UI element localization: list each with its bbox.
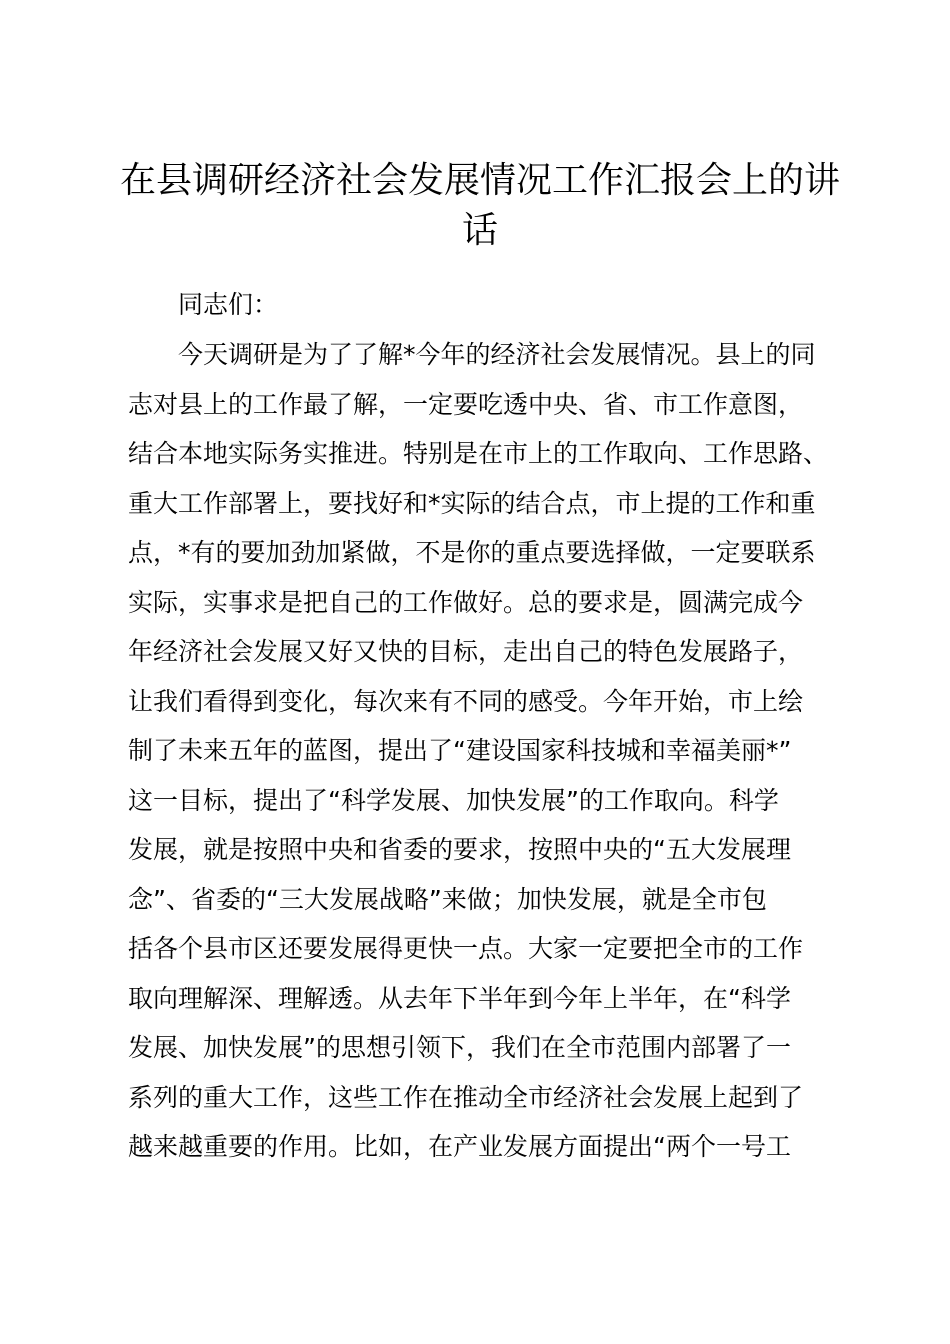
- body-line-13: 括各个县市区还要发展得更快一点。大家一定要把全市的工作: [128, 934, 804, 963]
- document-title: [110, 156, 850, 256]
- body-line-12: 念”、省委的“三大发展战略”来做；加快发展，就是全市包: [128, 885, 767, 914]
- body-line-17: 越来越重要的作用。比如，在产业发展方面提出“两个一号工: [128, 1132, 791, 1161]
- body-line-3: 结合本地实际务实推进。特别是在市上的工作取向、工作思路、: [128, 439, 829, 468]
- body-line-14: 取向理解深、理解透。从去年下半年到今年上半年，在“科学: [128, 984, 791, 1013]
- body-line-15: 发展、加快发展”的思想引领下，我们在全市范围内部署了一: [128, 1033, 791, 1062]
- body-line-9: 制了未来五年的蓝图，提出了“建设国家科技城和幸福美丽*”: [128, 736, 792, 765]
- body-line-5: 点，*有的要加劲加紧做，不是你的重点要选择做，一定要联系: [128, 538, 816, 567]
- body-line-8: 让我们看得到变化，每次来有不同的感受。今年开始，市上绘: [128, 687, 804, 716]
- body-line-11: 发展，就是按照中央和省委的要求，按照中央的“五大发展理: [128, 835, 791, 864]
- title-line-1: 在县调研经济社会发展情况工作汇报会上的讲: [119, 160, 840, 201]
- body-line-16: 系列的重大工作，这些工作在推动全市经济社会发展上起到了: [128, 1083, 804, 1112]
- body-line-1: 今天调研是为了了解*今年的经济社会发展情况。县上的同: [178, 340, 816, 369]
- body-line-2: 志对县上的工作最了解，一定要吃透中央、省、市工作意图，: [128, 390, 804, 419]
- body-line-7: 年经济社会发展又好又快的目标，走出自己的特色发展路子，: [128, 637, 804, 666]
- body-line-10: 这一目标，提出了“科学发展、加快发展”的工作取向。科学: [128, 786, 779, 815]
- body-line-6: 实际，实事求是把自己的工作做好。总的要求是，圆满完成今: [128, 588, 804, 617]
- salutation: 同志们：: [178, 290, 279, 319]
- body-line-4: 重大工作部署上，要找好和*实际的结合点，市上提的工作和重: [128, 489, 816, 518]
- title-line-2: 话: [461, 210, 498, 251]
